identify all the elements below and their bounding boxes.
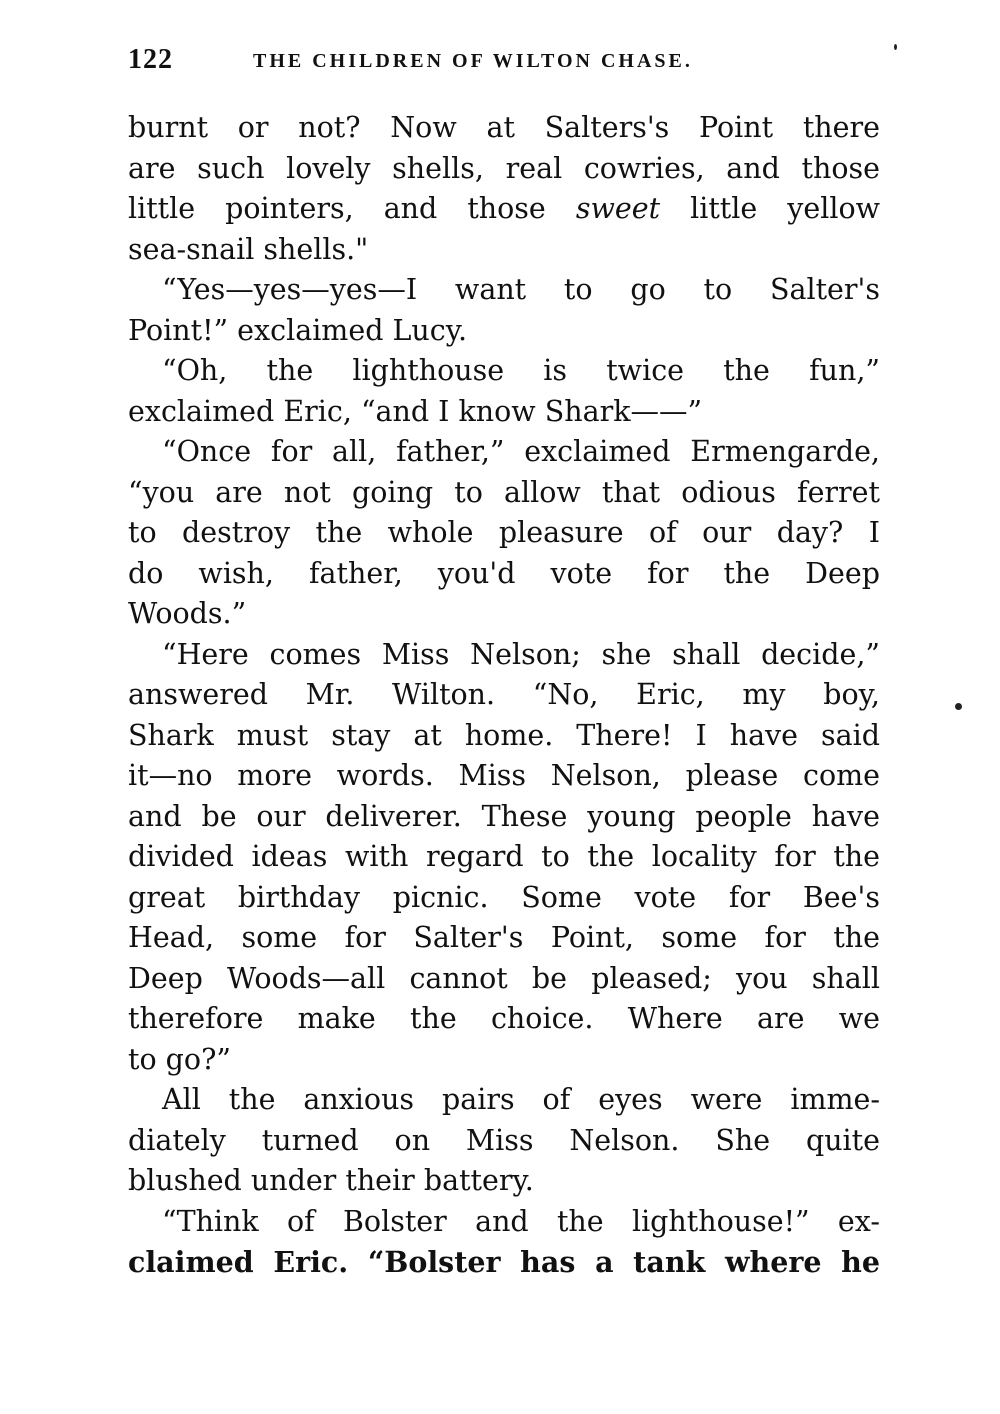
- margin-speck: [955, 703, 962, 710]
- text-line: it—no more words. Miss Nelson, please come: [128, 759, 880, 792]
- text-line: “Here comes Miss Nelson; she shall decide,”: [162, 637, 880, 671]
- body-text: [128, 108, 880, 1283]
- text-line: “Once for all, father,” exclaimed Ermengarde,: [162, 435, 880, 468]
- text-line: diately turned on Miss Nelson. She quite: [128, 1123, 880, 1157]
- text-line: “Oh, the lighthouse is twice the fun,”: [162, 354, 880, 387]
- text-line: are such lovely shells, real cowries, and those: [128, 151, 880, 185]
- text-line: exclaimed Eric, “and I know Shark——”: [128, 394, 703, 428]
- text-line: burnt or not? Now at Salters's Point there: [128, 111, 880, 144]
- text-line: great birthday picnic. Some vote for Bee's: [128, 880, 880, 914]
- text-line: answered Mr. Wilton. “No, Eric, my boy,: [128, 678, 880, 711]
- text-line: Woods.”: [128, 597, 247, 630]
- text-line: therefore make the choice. Where are we: [128, 1002, 880, 1035]
- text-line: to go?”: [128, 1042, 231, 1076]
- text-line: blushed under their battery.: [128, 1164, 534, 1197]
- text-line: Head, some for Salter's Point, some for the: [128, 921, 880, 954]
- text-line: to destroy the whole pleasure of our day? I: [128, 516, 880, 549]
- text-line: Deep Woods—all cannot be pleased; you shall: [128, 961, 880, 995]
- text-line: divided ideas with regard to the locality for the: [128, 840, 880, 873]
- text-line: “you are not going to allow that odious ferret: [128, 475, 880, 509]
- text-line: claimed Eric. “Bolster has a tank where he: [128, 1245, 880, 1279]
- text-run: little yellow: [660, 192, 880, 225]
- text-line: “Think of Bolster and the lighthouse!” ex-: [162, 1204, 880, 1238]
- text-line: “Yes—yes—yes—I want to go to Salter's: [162, 273, 880, 306]
- text-line: [128, 189, 880, 230]
- page-number: 122: [128, 44, 173, 75]
- text-line: do wish, father, you'd vote for the Deep: [128, 556, 880, 590]
- running-title: THE CHILDREN OF WILTON CHASE.: [253, 50, 693, 72]
- text-line: All the anxious pairs of eyes were imme-: [162, 1083, 880, 1116]
- text-line: Point!” exclaimed Lucy.: [128, 313, 468, 347]
- text-run: little pointers, and those: [128, 192, 576, 225]
- italic-word: sweet: [575, 192, 661, 225]
- page-header: [128, 44, 878, 80]
- text-line: and be our deliverer. These young people have: [128, 799, 880, 833]
- margin-speck: [894, 44, 897, 50]
- text-line: Shark must stay at home. There! I have said: [128, 718, 880, 752]
- text-line: sea-snail shells.": [128, 232, 369, 266]
